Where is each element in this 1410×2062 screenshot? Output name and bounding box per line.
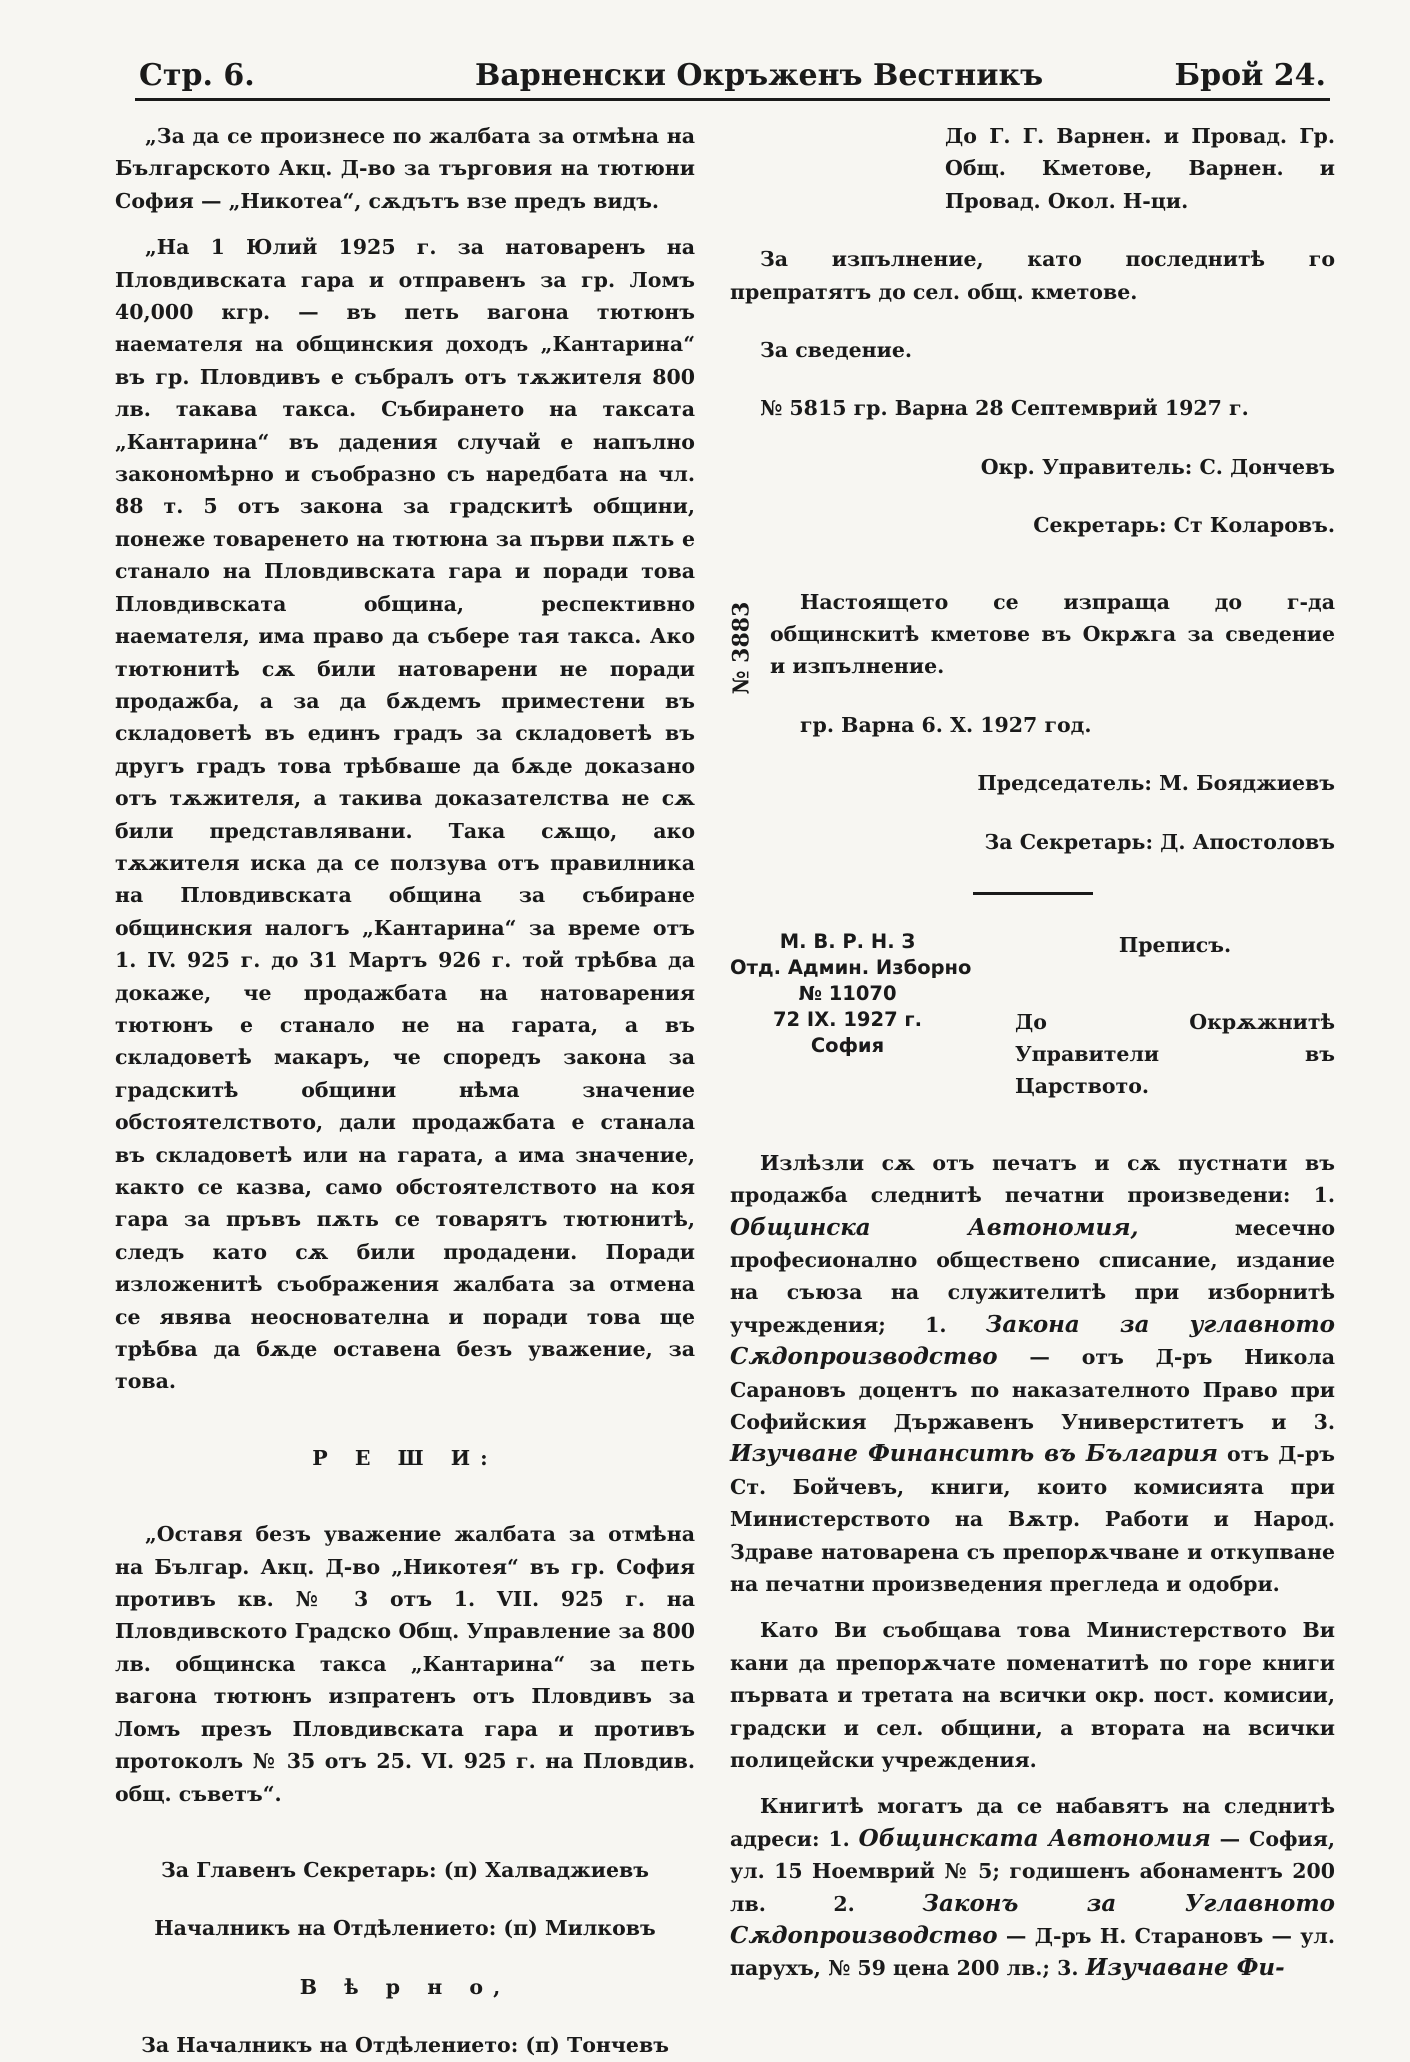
signature-chief-secretary: За Главенъ Секретарь: (п) Халваджиевъ [160,1857,650,1882]
number-date-line: № 5815 гр. Варна 28 Септемврий 1927 г. [760,396,1249,421]
section-divider [973,892,1093,895]
signature-acting-head: За Началникъ на Отдѣлението: (п) Тончевъ [141,2033,669,2058]
decision-heading: Р Е Ш И: [312,1445,498,1470]
certified-true: В ѣ р н о, [299,1974,511,1999]
newspaper-title: Варненски Окръженъ Вестникъ [475,58,1044,93]
ministry-date: 72 IX. 1927 г. [772,1008,923,1032]
publications-paragraph: Излѣзли сѫ отъ печатъ и сѫ пустнати въ продажба следнитѣ печатни произведени: 1. Общинска Автономия, месечно професионално обществено списание, издание на съюза на служителитѣ при изборнитѣ учреждения; 1. Закона за углавното Сѫдопроизводство — отъ Д-ръ Никола Сарановъ доцентъ по наказателното Право при Софийския Държавенъ Универститетъ и 3. Изучване Финанситѣ въ България отъ Д-ръ Ст. Бойчевъ, книги, които комисията при Министерството на Вѫтр. Работи и Народ. Здраве натоварена съ препорѫчване и откупване на печатни произведения прегледа и одобри. [730,1150,1335,1596]
ministry-number: № 11070 [798,982,897,1006]
decision-paragraph: „Оставя безъ уважение жалбата за отмѣна на Българ. Акц. Д-во „Никотея“ въ гр. София противъ кв. № 3 отъ 1. VII. 925 г. на Пловдивското Градско Общ. Управление за 800 лв. общинска такса „Кантарина“ за петь вагона тютюнъ изпратенъ отъ Пловдивъ за Ломъ презъ Пловдивската гара и противъ протоколъ № 35 отъ 25. VI. 925 г. на Пловдив. общ. съветъ“. [115,1522,695,1806]
information-note: За сведение. [760,338,913,363]
forwarding-date: гр. Варна 6. X. 1927 год. [800,712,1092,737]
reasoning-paragraph: „На 1 Юлий 1925 г. за натоваренъ на Пловдивската гара и отправенъ за гр. Ломъ 40,000 кгр. — въ петь вагона тютюнъ наемателя на общинския доходъ „Кантарина“ въ гр. Пловдивъ е събралъ отъ тѫжителя 800 лв. такава такса. Събирането на таксата „Кантарина“ въ дадения случай е напълно закономѣрно и съобразно съ наредбата на чл. 88 т. 5 отъ закона за градскитѣ общини, понеже товаренето на тютюна за първи пѫть е станало на Пловдивската гара и поради това Пловдивската община, респективно наемателя, има право да събере тая такса. Ако тютюнитѣ сѫ били натоварени не поради продажба, а за да бѫдемъ приместени въ складоветѣ въ единъ градъ за складоветѣ въ другъ градъ това трѣбваше да бѫде доказано отъ тѫжителя, а такива доказателства не сѫ били представлявани. Така сѫщо, ако тѫжителя иска да се ползува отъ правилника на Пловдивската община за събиране общинския налогъ „Кантарина“ за време отъ 1. IV. 925 г. до 31 Мартъ 926 г. той трѣбва да докаже, че продажбата на натоварения тютюнъ е станало не на гарата, а въ складоветѣ макаръ, че споредъ закона за градскитѣ общини нѣма значение обстоятелството, дали продажбата е станала въ складоветѣ или на гарата, а има значение, както се казва, само обстоятелството на коя гара за пръвъ пѫть се товарятъ тютюнитѣ, следъ като сѫ били продадени. Поради изложенитѣ съображения жалбата за отмена се явява неоснователна и поради това ще трѣбва да бѫде оставена безъ уважение, за това. [115,235,695,1394]
signature-department-head: Началникъ на Отдѣлението: (п) Милковъ [154,1916,656,1941]
intro-paragraph: „За да се произнесе по жалбата за отмѣна на Българското Акц. Д-во за търговия на тютюни София — „Никотеа“, сѫдътъ взе предъ видъ. [115,124,695,213]
left-column [115,120,695,2062]
right-column [730,120,1335,1985]
addressee: До Г. Г. Варнен. и Провад. Гр. Общ. Кметове, Варнен. и Провад. Окол. Н-ци. [945,124,1335,213]
issue-number: Брой 24. [1174,58,1326,93]
forwarding-note: Настоящето се изпраща до г-да общинскитѣ кметове въ Окрѫга за сведение и изпълнение. [770,589,1335,679]
page-header [135,58,1330,101]
copy-addressee-block [1015,929,1335,1103]
copy-label: Преписъ. [1118,933,1232,958]
signature-chairman: Председатель: М. Бояджиевъ [977,771,1335,796]
governors-addressee: До Окрѫжнитѣ Управители въ Царството. [1015,1009,1335,1099]
signature-governor: Окр. Управитель: С. Дончевъ [980,454,1335,479]
book-addresses-paragraph: Книгитѣ могатъ да се набавятъ на следнитѣ адреси: 1. Общинската Автономия — София, ул. 15 Ноемврий № 5; годишенъ абонаментъ 200 лв. 2. Законъ за Углавното Сѫдопроизводство — Д-ръ Н. Старановъ — ул. парухъ, № 59 цена 200 лв.; 3. Изучаване Фи- [730,1794,1336,1982]
ministry-stamp-block [730,929,972,1059]
signature-secretary: Секретарь: Ст Коларовъ. [1033,513,1335,538]
signature-deputy-secretary: За Секретарь: Д. Апостоловъ [984,829,1335,854]
execution-note: За изпълнение, като последнитѣ го препратятъ до сел. общ. кметове. [730,247,1335,304]
page-number: Стр. 6. [139,58,255,93]
ministry-city: София [810,1034,885,1058]
ministry-department: Отд. Админ. Изборно [730,956,972,980]
ministry-request-paragraph: Като Ви съобщава това Министерството Ви кани да препорѫчате поменатитѣ по горе книги първата и третата на всички окр. пост. комисии, градски и сел. общини, а втората на всички полицейски учреждения. [730,1618,1335,1773]
ministry-name: М. В. Р. Н. З [779,930,916,954]
ministry-header [730,929,1335,1103]
forwarding-block [730,586,1335,858]
registry-number-vertical: № 3883 [728,601,754,695]
